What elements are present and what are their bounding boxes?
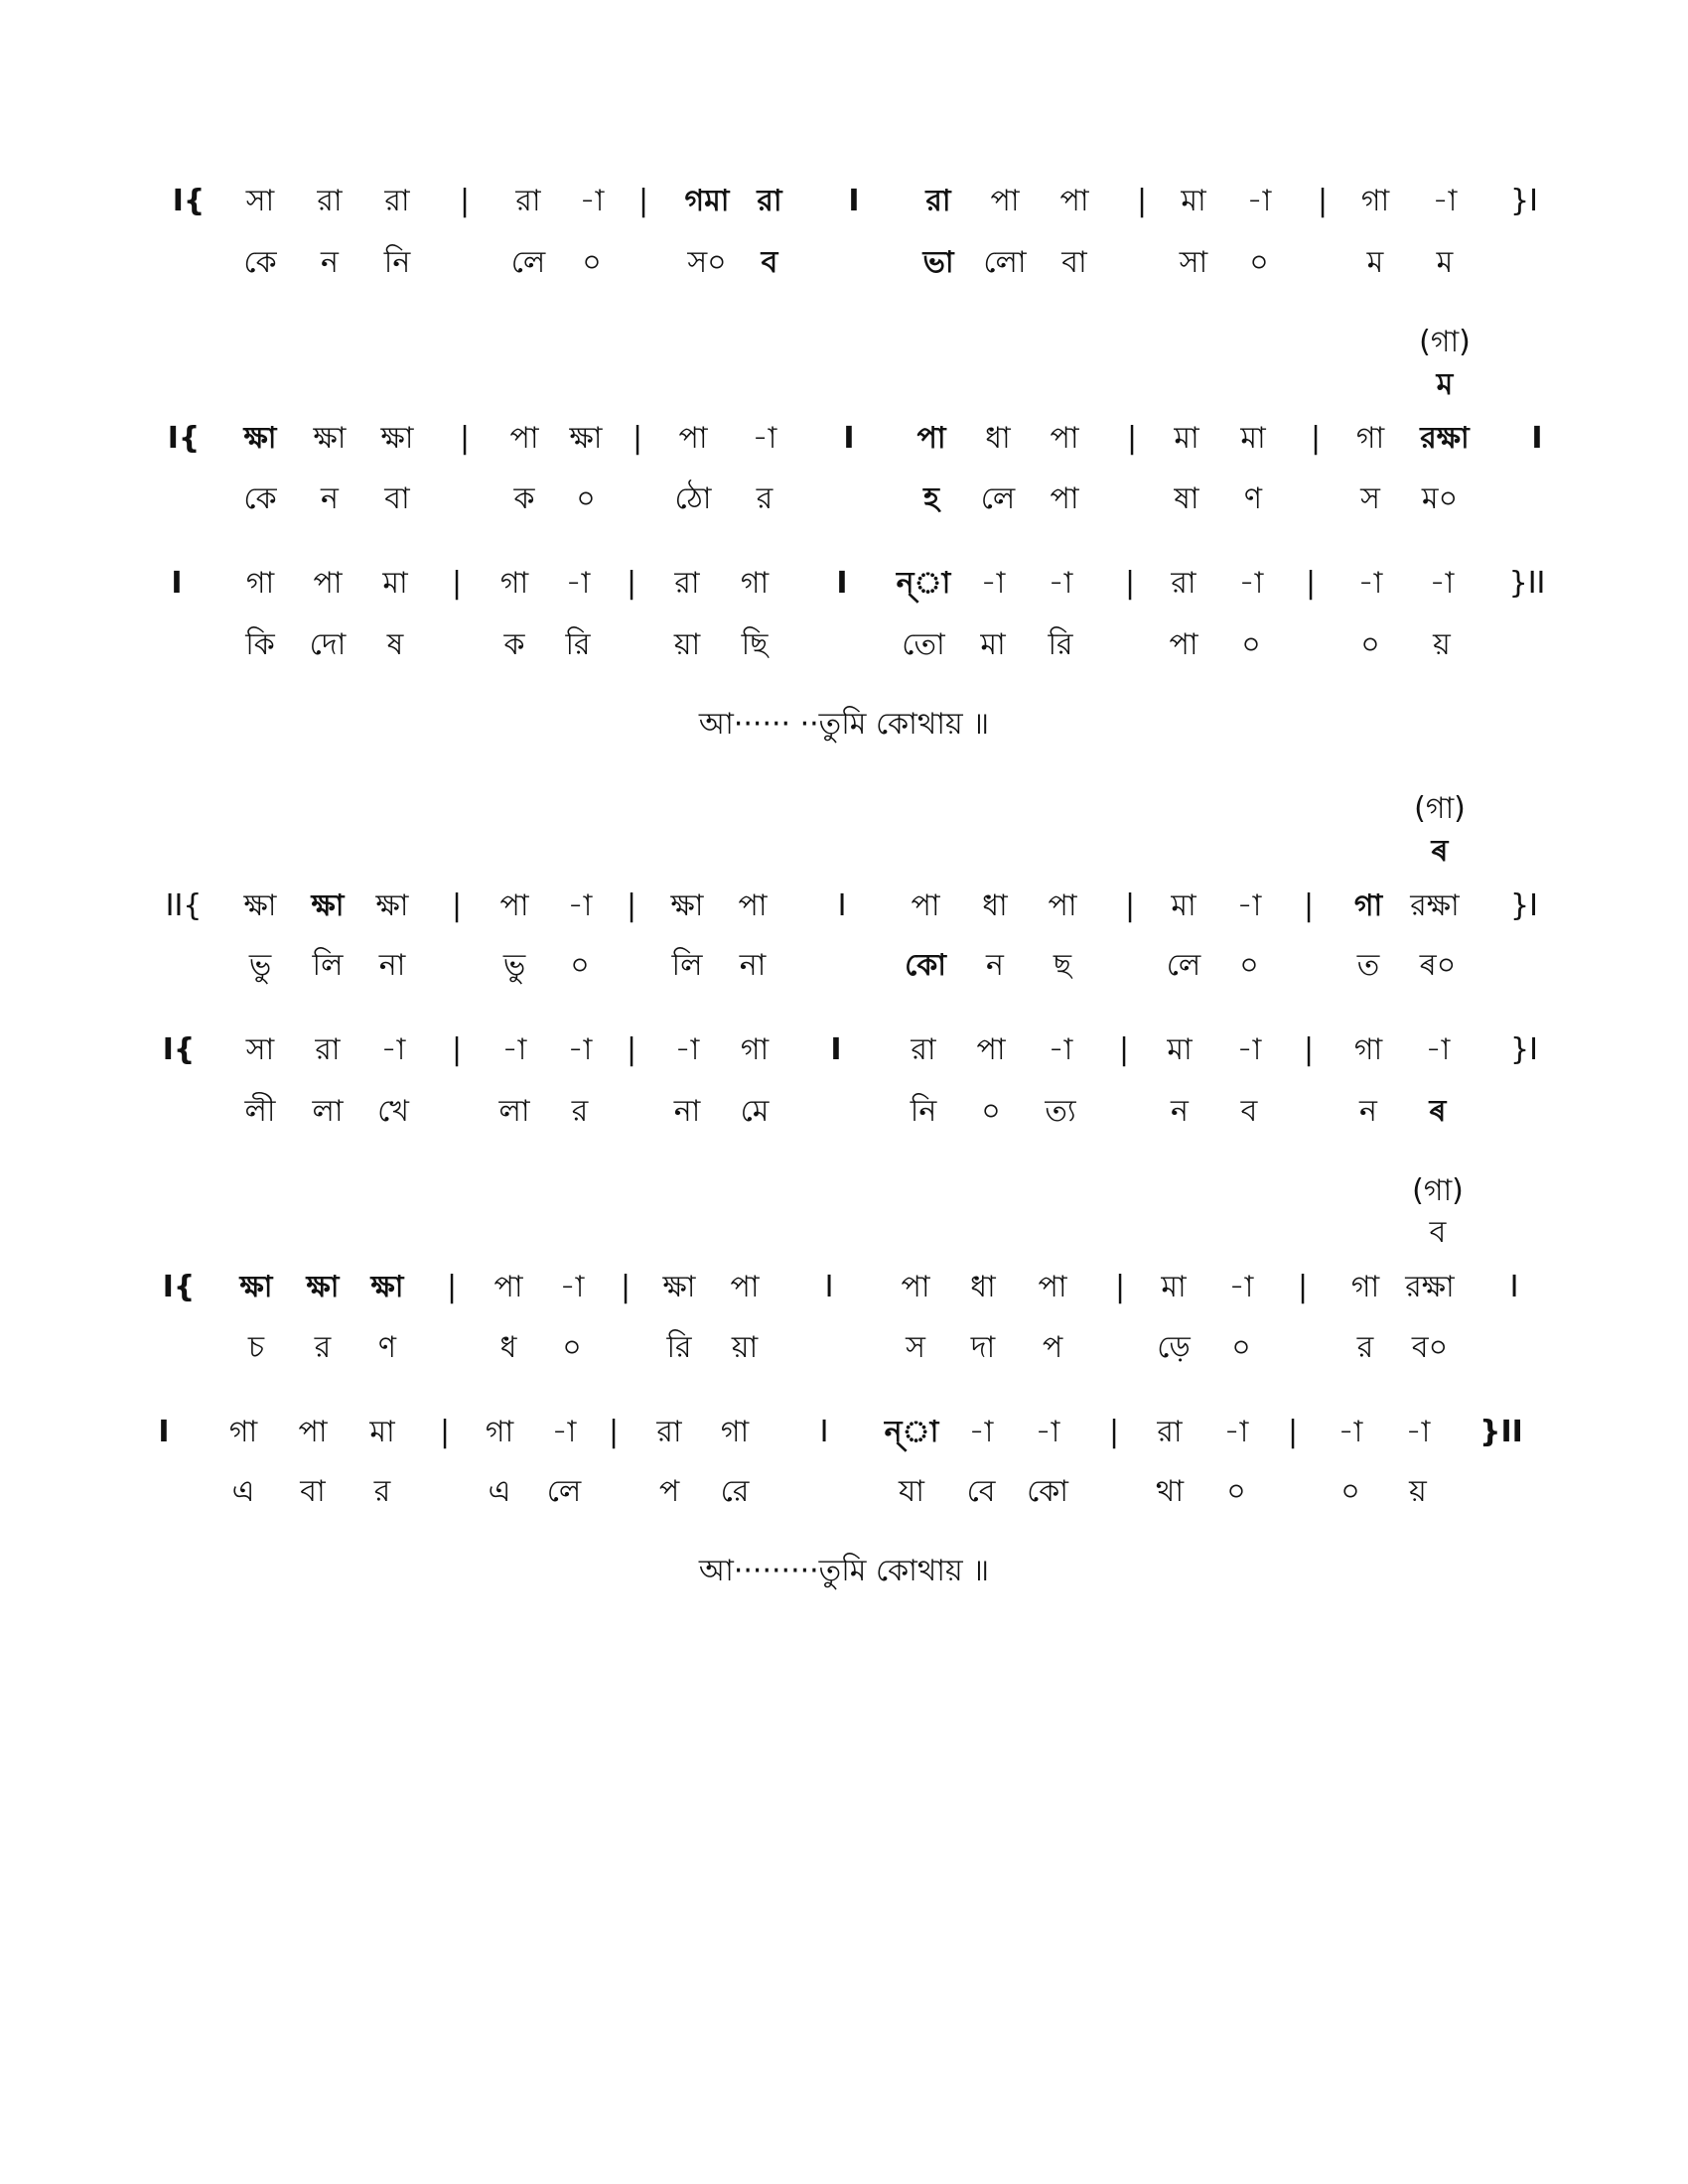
bar-marker: I xyxy=(830,1032,842,1067)
lyric-syllable: ষ xyxy=(386,627,404,662)
bar-marker: I{ xyxy=(162,1032,196,1067)
lyric-syllable: ব xyxy=(761,245,778,280)
bar-marker: | xyxy=(451,1032,463,1067)
swara-note: ক্ষা xyxy=(380,421,414,456)
swara-note: রা xyxy=(1171,566,1196,601)
lyric-syllable: ণ xyxy=(1243,481,1263,516)
lyric-syllable: লা xyxy=(312,1094,344,1129)
swara-note: গা xyxy=(245,566,275,601)
swara-note: পা xyxy=(1059,184,1089,218)
swara-note: পা xyxy=(1048,888,1077,923)
swara-note: পা xyxy=(738,888,768,923)
lyric-syllable: ন xyxy=(1359,1094,1377,1129)
lyric-syllable: স০ xyxy=(687,245,727,280)
lyric-syllable: ৰ xyxy=(1429,1094,1447,1129)
lyric-syllable: ০ xyxy=(1249,245,1269,280)
swara-note: গা xyxy=(740,1032,770,1067)
kan-swara-annotation-lyric: ৰ xyxy=(1431,834,1449,869)
swara-note: রা xyxy=(1157,1415,1183,1449)
swara-note: -া xyxy=(980,566,1006,601)
lyric-syllable: প xyxy=(658,1474,680,1509)
lyric-syllable: র xyxy=(756,481,774,516)
swara-note: রক্ষা xyxy=(1410,888,1460,923)
swara-note: ন্‌া xyxy=(884,1415,939,1449)
lyric-syllable: না xyxy=(673,1094,701,1129)
lyric-syllable: থা xyxy=(1155,1474,1185,1509)
swara-note: মা xyxy=(1167,1032,1193,1067)
lyric-syllable: ০ xyxy=(562,1330,582,1365)
swara-note: পা xyxy=(1038,1270,1067,1304)
swara-note: রা xyxy=(911,1032,936,1067)
swara-note: ক্ষা xyxy=(306,1270,340,1304)
lyric-syllable: দা xyxy=(970,1330,996,1365)
lyric-syllable: ঠো xyxy=(674,481,712,516)
lyric-syllable: নি xyxy=(910,1094,937,1129)
swara-row xyxy=(0,1263,1688,1312)
bar-marker: I xyxy=(824,1270,834,1304)
lyric-syllable: বে xyxy=(966,1474,996,1509)
swara-note: পা xyxy=(678,421,708,456)
swara-note: -া xyxy=(968,1415,994,1449)
swara-note: রক্ষা xyxy=(1405,1270,1455,1304)
lyric-syllable: ষা xyxy=(1174,481,1199,516)
swara-note: পা xyxy=(298,1415,328,1449)
swara-note: মা xyxy=(1171,888,1196,923)
swara-row xyxy=(0,414,1688,464)
swara-note: -া xyxy=(579,184,605,218)
lyric-syllable: ক xyxy=(513,481,535,516)
lyric-syllable: ম xyxy=(1436,245,1454,280)
bar-marker: | xyxy=(1305,566,1317,601)
bar-marker: I xyxy=(837,888,847,923)
lyric-syllable: ন xyxy=(1171,1094,1189,1129)
bar-marker: | xyxy=(1310,421,1322,456)
swara-note: পা xyxy=(499,888,529,923)
swara-note: -া xyxy=(1246,184,1272,218)
swara-note: সা xyxy=(245,184,275,218)
swara-note: পা xyxy=(1050,421,1079,456)
lyric-syllable: লী xyxy=(244,1094,276,1129)
kan-swara-annotation-lyric: ব xyxy=(1429,1215,1447,1250)
swara-note: ক্ষা xyxy=(375,888,409,923)
swara-note: -া xyxy=(1357,566,1383,601)
lyric-syllable: ০ xyxy=(1360,627,1380,662)
lyric-syllable: লো xyxy=(983,245,1027,280)
bar-marker: I xyxy=(1509,1270,1519,1304)
lyric-syllable: ০ xyxy=(1241,627,1261,662)
swara-note: রক্ষা xyxy=(1420,421,1470,456)
lyric-syllable: লে xyxy=(510,245,546,280)
lyric-syllable: ড়ে xyxy=(1157,1330,1191,1365)
swara-note: -া xyxy=(1432,184,1458,218)
bar-marker: | xyxy=(626,566,637,601)
lyric-syllable: চ xyxy=(247,1330,265,1365)
lyric-syllable: র xyxy=(571,1094,589,1129)
lyric-syllable: কো xyxy=(905,948,946,983)
kan-swara-annotation: (গা) xyxy=(1419,325,1471,359)
bar-marker: | xyxy=(626,888,637,923)
swara-note: গমা xyxy=(684,184,730,218)
swara-note: -া xyxy=(1236,888,1262,923)
bar-marker: | xyxy=(1303,1032,1315,1067)
swara-note: গা xyxy=(1353,888,1383,923)
lyric-syllable: ০ xyxy=(981,1094,1001,1129)
lyric-syllable: য় xyxy=(1409,1474,1427,1509)
swara-note: -া xyxy=(380,1032,406,1067)
swara-note: ক্ষা xyxy=(243,421,277,456)
bar-marker: I xyxy=(171,566,183,601)
bar-marker: | xyxy=(1114,1270,1126,1304)
bar-marker: | xyxy=(1136,184,1148,218)
swara-note: -া xyxy=(1337,1415,1363,1449)
swara-note: রা xyxy=(515,184,541,218)
swara-row xyxy=(0,1408,1688,1457)
lyric-syllable: ক xyxy=(503,627,525,662)
bar-marker: | xyxy=(1317,184,1329,218)
swara-note: পা xyxy=(313,566,343,601)
lyric-syllable: রি xyxy=(666,1330,692,1365)
swara-note: ন্‌া xyxy=(896,566,951,601)
swara-note: ক্ষা xyxy=(370,1270,404,1304)
lyric-syllable: লে xyxy=(980,481,1016,516)
swara-note: গা xyxy=(720,1415,750,1449)
swara-note: -া xyxy=(1238,566,1264,601)
lyric-syllable: লি xyxy=(312,948,344,983)
swara-row xyxy=(0,559,1688,609)
lyric-syllable: স xyxy=(906,1330,925,1365)
bar-marker: | xyxy=(459,421,471,456)
lyric-syllable: কো xyxy=(1027,1474,1068,1509)
bar-marker: I xyxy=(158,1415,170,1449)
swara-note: -া xyxy=(752,421,777,456)
swara-note: মা xyxy=(382,566,408,601)
swara-note: রা xyxy=(315,1032,341,1067)
swara-note: ক্ষা xyxy=(670,888,704,923)
swara-row xyxy=(0,882,1688,931)
swara-note: সা xyxy=(245,1032,275,1067)
swara-note: ক্ষা xyxy=(239,1270,273,1304)
swara-note: গা xyxy=(1355,421,1385,456)
bar-marker: I xyxy=(1531,421,1543,456)
bar-marker: | xyxy=(1118,1032,1130,1067)
lyric-syllable: পা xyxy=(1050,481,1079,516)
lyric-syllable: র xyxy=(314,1330,332,1365)
lyric-syllable: ন xyxy=(986,948,1004,983)
bar-marker: | xyxy=(451,566,463,601)
lyric-syllable: নি xyxy=(383,245,411,280)
kan-swara-annotation-lyric: ম xyxy=(1436,367,1454,402)
bar-marker: | xyxy=(1303,888,1315,923)
bar-marker: I xyxy=(819,1415,829,1449)
lyric-syllable: য়া xyxy=(731,1330,759,1365)
lyric-syllable: বা xyxy=(1061,245,1087,280)
swara-row xyxy=(0,1025,1688,1075)
swara-note: পা xyxy=(901,1270,930,1304)
bar-marker: I{ xyxy=(162,1270,196,1304)
swara-note: -া xyxy=(1236,1032,1262,1067)
lyric-syllable: কে xyxy=(243,481,277,516)
swara-note: -া xyxy=(567,888,593,923)
lyric-syllable: ব xyxy=(1240,1094,1258,1129)
swara-note: -া xyxy=(551,1415,577,1449)
swara-note: ধা xyxy=(970,1270,996,1304)
lyric-syllable: এ xyxy=(488,1474,511,1509)
swara-note: ধা xyxy=(985,421,1011,456)
bar-marker: I xyxy=(848,184,860,218)
swara-note: পা xyxy=(916,421,946,456)
swara-note: ক্ষা xyxy=(313,421,347,456)
bar-marker: }II xyxy=(1508,566,1546,601)
lyric-syllable: ছ xyxy=(1053,948,1072,983)
lyric-syllable: য় xyxy=(1433,627,1451,662)
swara-note: পা xyxy=(911,888,940,923)
bar-marker: I xyxy=(843,421,855,456)
bar-marker: | xyxy=(459,184,471,218)
lyric-syllable: প xyxy=(1042,1330,1063,1365)
lyric-syllable: ৰ০ xyxy=(1419,948,1457,983)
lyric-syllable: স xyxy=(1360,481,1380,516)
swara-note: -া xyxy=(567,1032,593,1067)
swara-note: -া xyxy=(1035,1415,1060,1449)
lyric-syllable: যা xyxy=(899,1474,924,1509)
swara-note: পা xyxy=(976,1032,1006,1067)
lyric-syllable: ন xyxy=(321,245,339,280)
swara-note: পা xyxy=(730,1270,760,1304)
swara-note: পা xyxy=(509,421,539,456)
swara-note: গা xyxy=(485,1415,514,1449)
lyric-syllable: ০ xyxy=(1231,1330,1251,1365)
swara-note: পা xyxy=(990,184,1020,218)
swara-note: রা xyxy=(656,1415,682,1449)
swara-note: ক্ষা xyxy=(662,1270,696,1304)
lyric-syllable: কে xyxy=(243,245,277,280)
swara-note: -া xyxy=(1425,1032,1451,1067)
swara-note: পা xyxy=(493,1270,523,1304)
lyric-row xyxy=(0,475,1688,524)
bar-marker: | xyxy=(1297,1270,1309,1304)
swara-note: গা xyxy=(1360,184,1390,218)
lyric-syllable: মে xyxy=(740,1094,770,1129)
kan-swara-annotation: (গা) xyxy=(1412,1173,1464,1208)
lyric-syllable: পা xyxy=(1169,627,1198,662)
lyric-syllable: বা xyxy=(384,481,410,516)
swara-note: -া xyxy=(1048,1032,1073,1067)
bar-marker: | xyxy=(608,1415,620,1449)
swara-note: রা xyxy=(674,566,700,601)
lyric-syllable: না xyxy=(739,948,767,983)
swara-note: রা xyxy=(925,184,951,218)
swara-note: মা xyxy=(1240,421,1266,456)
lyric-syllable: না xyxy=(378,948,406,983)
lyric-row xyxy=(0,620,1688,670)
bar-marker: | xyxy=(637,184,649,218)
lyric-syllable: লে xyxy=(1166,948,1201,983)
lyric-syllable: য়া xyxy=(673,627,701,662)
lyric-syllable: ০ xyxy=(1239,948,1259,983)
lyric-row xyxy=(0,1323,1688,1373)
swara-note: মা xyxy=(1181,184,1206,218)
lyric-syllable: ধ xyxy=(499,1330,517,1365)
bar-marker: | xyxy=(1108,1415,1120,1449)
lyric-syllable: ভা xyxy=(922,245,954,280)
swara-note: -া xyxy=(1429,566,1455,601)
lyric-syllable: ণ xyxy=(377,1330,397,1365)
bar-marker: | xyxy=(1287,1415,1299,1449)
swara-row xyxy=(0,177,1688,226)
lyric-syllable: ত xyxy=(1356,948,1380,983)
bar-marker: }I xyxy=(1510,184,1538,218)
lyric-row xyxy=(0,1087,1688,1137)
bar-marker: }I xyxy=(1510,888,1538,923)
swara-note: -া xyxy=(1223,1415,1249,1449)
refrain-line: আ·········তুমি কোথায় ॥ xyxy=(698,1554,990,1588)
lyric-syllable: ০ xyxy=(582,245,602,280)
bar-marker: I{ xyxy=(172,184,206,218)
swara-note: -া xyxy=(674,1032,700,1067)
swara-note: মা xyxy=(1174,421,1199,456)
bar-marker: I xyxy=(836,566,848,601)
lyric-syllable: লি xyxy=(671,948,703,983)
swara-note: গা xyxy=(499,566,529,601)
lyric-syllable: কি xyxy=(245,627,275,662)
lyric-syllable: ০ xyxy=(1226,1474,1246,1509)
bar-marker: II{ xyxy=(165,888,203,923)
swara-note: -া xyxy=(565,566,591,601)
swara-note: ক্ষা xyxy=(311,888,345,923)
swara-note: রা xyxy=(757,184,782,218)
lyric-syllable: বা xyxy=(300,1474,326,1509)
lyric-syllable: ০ xyxy=(570,948,590,983)
lyric-syllable: ভু xyxy=(502,948,526,983)
lyric-syllable: রে xyxy=(720,1474,750,1509)
lyric-syllable: সা xyxy=(1179,245,1208,280)
swara-note: গা xyxy=(740,566,770,601)
lyric-syllable: ০ xyxy=(576,481,596,516)
bar-marker: }II xyxy=(1479,1415,1523,1449)
lyric-syllable: ব০ xyxy=(1411,1330,1449,1365)
swara-note: -া xyxy=(501,1032,527,1067)
lyric-syllable: তো xyxy=(902,627,945,662)
lyric-row xyxy=(0,238,1688,288)
lyric-syllable: লা xyxy=(498,1094,530,1129)
swara-note: ধা xyxy=(982,888,1008,923)
lyric-syllable: লে xyxy=(546,1474,582,1509)
lyric-syllable: ০ xyxy=(1340,1474,1360,1509)
swara-note: গা xyxy=(1350,1270,1380,1304)
lyric-syllable: র xyxy=(1356,1330,1374,1365)
lyric-syllable: ন xyxy=(321,481,339,516)
lyric-syllable: ত্য xyxy=(1045,1094,1076,1129)
bar-marker: | xyxy=(446,1270,458,1304)
swara-note: -া xyxy=(1228,1270,1254,1304)
bar-marker: | xyxy=(620,1270,632,1304)
lyric-syllable: দো xyxy=(309,627,347,662)
bar-marker: }I xyxy=(1510,1032,1538,1067)
swara-note: -া xyxy=(1405,1415,1431,1449)
lyric-syllable: রি xyxy=(1048,627,1073,662)
swara-note: মা xyxy=(1161,1270,1187,1304)
swara-note: গা xyxy=(1353,1032,1383,1067)
lyric-row xyxy=(0,1467,1688,1517)
lyric-syllable: ভু xyxy=(248,948,272,983)
bar-marker: | xyxy=(451,888,463,923)
swara-note: রা xyxy=(384,184,410,218)
lyric-syllable: হ xyxy=(923,481,939,516)
kan-swara-annotation: (গা) xyxy=(1414,791,1466,826)
bar-marker: | xyxy=(439,1415,451,1449)
lyric-syllable: মা xyxy=(980,627,1006,662)
lyric-syllable: রি xyxy=(565,627,591,662)
swara-note: মা xyxy=(369,1415,395,1449)
bar-marker: | xyxy=(1124,888,1136,923)
bar-marker: | xyxy=(1126,421,1138,456)
swara-note: গা xyxy=(228,1415,258,1449)
swara-note: ক্ষা xyxy=(569,421,603,456)
swara-note: রা xyxy=(317,184,343,218)
lyric-syllable: এ xyxy=(231,1474,255,1509)
lyric-syllable: র xyxy=(373,1474,391,1509)
refrain-line: আ······ ··তুমি কোথায় ॥ xyxy=(698,707,990,742)
lyric-syllable: খে xyxy=(377,1094,409,1129)
lyric-syllable: ম০ xyxy=(1421,481,1459,516)
swara-note: -া xyxy=(559,1270,585,1304)
swara-note: ক্ষা xyxy=(243,888,277,923)
bar-marker: | xyxy=(626,1032,637,1067)
bar-marker: I{ xyxy=(167,421,201,456)
swara-note: -া xyxy=(1048,566,1073,601)
bar-marker: | xyxy=(632,421,643,456)
bar-marker: | xyxy=(1124,566,1136,601)
lyric-syllable: ম xyxy=(1366,245,1384,280)
lyric-row xyxy=(0,941,1688,991)
lyric-syllable: ছি xyxy=(741,627,769,662)
